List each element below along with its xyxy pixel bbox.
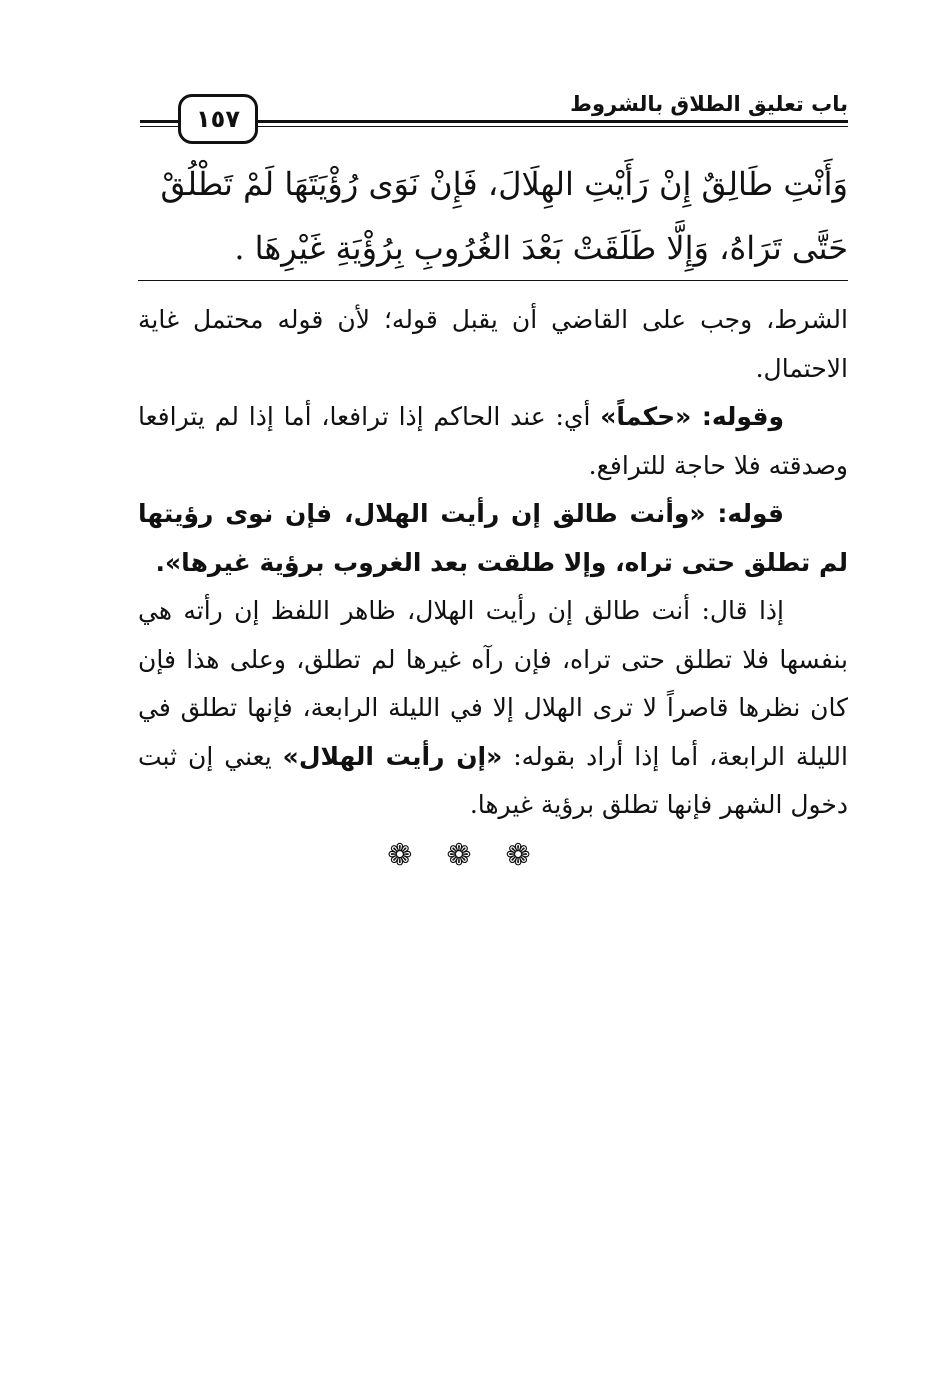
commentary-paragraph bbox=[138, 393, 848, 490]
quoted-term: قوله: bbox=[717, 499, 784, 528]
page-number: ١٥٧ bbox=[178, 94, 258, 144]
quoted-term: وقوله: «حكماً» bbox=[600, 402, 784, 431]
paragraph-text: أي: عند الحاكم إذا ترافعا، أما إذا لم يترافعا وصدقته فلا حاجة للترافع. bbox=[138, 402, 848, 480]
matn-text bbox=[138, 152, 848, 280]
header-rule bbox=[140, 126, 180, 127]
running-title: باب تعليق الطلاق بالشروط bbox=[570, 92, 848, 116]
header-rule bbox=[250, 120, 848, 123]
header-rule bbox=[250, 126, 848, 127]
matn-line: وَأَنْتِ طَالِقٌ إِنْ رَأَيْتِ الهِلَالَ، فَإِنْ نَوَى رُؤْيَتَهَا لَمْ تَطْلُقْ bbox=[160, 165, 848, 203]
separator-rule bbox=[138, 280, 848, 281]
quoted-matn: «وأنت طالق إن رأيت الهلال، فإن نوى رؤيتها لم تطلق حتى تراه، وإلا طلقت بعد الغروب برؤية غيرها». bbox=[138, 499, 848, 577]
header-rule bbox=[140, 120, 180, 123]
ornament-fleurons: ❁❁❁ bbox=[387, 838, 565, 873]
page-header bbox=[140, 92, 848, 148]
paragraph-text: الشرط، وجب على القاضي أن يقبل قوله؛ لأن قوله محتمل غاية الاحتمال. bbox=[138, 305, 848, 383]
commentary-paragraph bbox=[138, 587, 848, 830]
commentary-text bbox=[138, 296, 848, 830]
quoted-term: «إن رأيت الهلال» bbox=[282, 741, 503, 771]
commentary-paragraph bbox=[138, 296, 848, 393]
commentary-paragraph bbox=[138, 490, 848, 587]
paragraph-text: يعني إن ثبت دخول الشهر فإنها تطلق برؤية غيرها. bbox=[138, 741, 848, 819]
paragraph-text: إذا قال: أنت طالق إن رأيت الهلال، ظاهر اللفظ إن رأته هي بنفسها فلا تطلق حتى تراه، فإن رآه غيرها لم تطلق، وعلى هذا فإن كان نظرها قاصراً لا ترى الهلال إلا في الليلة الرابعة، فإنها تطلق في الليلة الرابعة، أما إذا أراد بقوله: bbox=[138, 596, 848, 771]
matn-line: حَتَّى تَرَاهُ، وَإِلَّا طَلَقَتْ بَعْدَ الغُرُوبِ بِرُؤْيَةِ غَيْرِهَا . bbox=[234, 229, 848, 267]
